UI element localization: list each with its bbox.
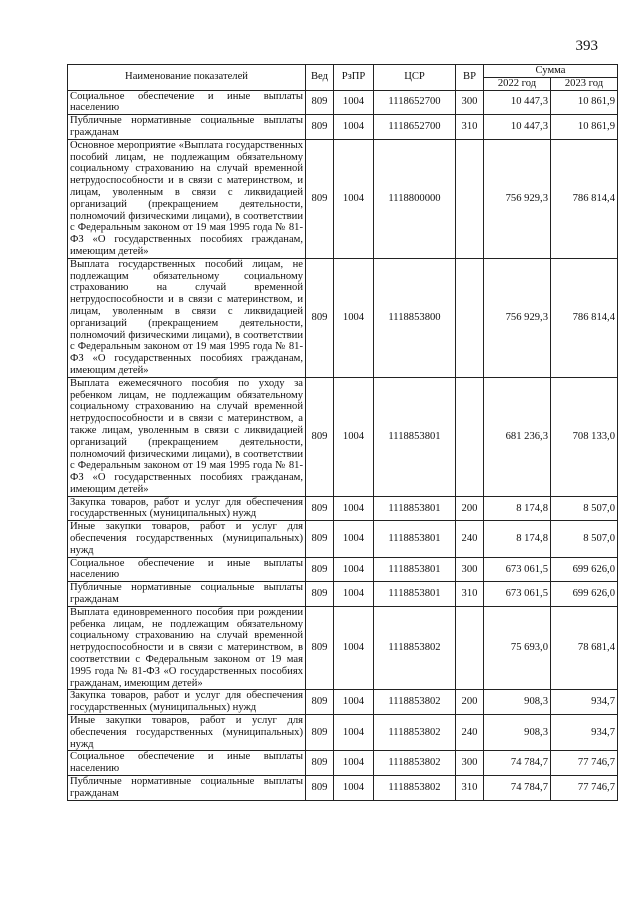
row-amount-2023: 10 861,9 — [551, 90, 618, 115]
table-row — [68, 715, 618, 751]
row-rzpr: 1004 — [334, 751, 374, 776]
row-vr: 310 — [456, 115, 484, 140]
row-ved: 809 — [306, 751, 334, 776]
row-ved: 809 — [306, 606, 334, 690]
table-row — [68, 139, 618, 258]
row-csr: 1118853801 — [374, 377, 456, 496]
row-name: Социальное обеспечение и иные выплаты населению — [68, 90, 306, 115]
header-ved: Вед — [306, 65, 334, 91]
row-rzpr: 1004 — [334, 521, 374, 557]
table-row — [68, 90, 618, 115]
row-ved: 809 — [306, 377, 334, 496]
row-ved: 809 — [306, 776, 334, 801]
table-row — [68, 606, 618, 690]
row-amount-2022: 908,3 — [484, 690, 551, 715]
row-rzpr: 1004 — [334, 776, 374, 801]
table-row — [68, 377, 618, 496]
table-row — [68, 258, 618, 377]
row-csr: 1118853802 — [374, 776, 456, 801]
row-name: Социальное обеспечение и иные выплаты населению — [68, 557, 306, 582]
row-vr: 300 — [456, 90, 484, 115]
row-amount-2022: 10 447,3 — [484, 90, 551, 115]
row-name: Публичные нормативные социальные выплаты гражданам — [68, 115, 306, 140]
row-csr: 1118652700 — [374, 115, 456, 140]
row-ved: 809 — [306, 139, 334, 258]
row-vr: 310 — [456, 776, 484, 801]
header-rzpr: РзПР — [334, 65, 374, 91]
row-rzpr: 1004 — [334, 557, 374, 582]
row-ved: 809 — [306, 90, 334, 115]
row-csr: 1118652700 — [374, 90, 456, 115]
row-rzpr: 1004 — [334, 377, 374, 496]
row-rzpr: 1004 — [334, 690, 374, 715]
row-rzpr: 1004 — [334, 115, 374, 140]
row-name: Основное мероприятие «Выплата государственных пособий лицам, не подлежащим обязательному социальному страхованию на случай временной нетрудоспособности и в связи с материнством, и лицам, уволенным в связи с ликвидацией организаций (прекращением деятельности, полномочий физическими лицами), в соответствии с Федеральным законом от 19 мая 1995 года № 81-ФЗ «О государственных пособиях гражданам, имеющим детей» — [68, 139, 306, 258]
header-vr: ВР — [456, 65, 484, 91]
row-name: Социальное обеспечение и иные выплаты населению — [68, 751, 306, 776]
row-amount-2022: 756 929,3 — [484, 139, 551, 258]
table-row — [68, 582, 618, 607]
row-ved: 809 — [306, 521, 334, 557]
row-amount-2023: 78 681,4 — [551, 606, 618, 690]
row-ved: 809 — [306, 557, 334, 582]
row-csr: 1118853801 — [374, 496, 456, 521]
row-amount-2022: 681 236,3 — [484, 377, 551, 496]
table-row — [68, 751, 618, 776]
row-amount-2022: 908,3 — [484, 715, 551, 751]
row-csr: 1118853801 — [374, 557, 456, 582]
row-ved: 809 — [306, 115, 334, 140]
row-name: Иные закупки товаров, работ и услуг для обеспечения государственных (муниципальных) нужд — [68, 715, 306, 751]
row-amount-2023: 699 626,0 — [551, 557, 618, 582]
row-name: Закупка товаров, работ и услуг для обеспечения государственных (муниципальных) нужд — [68, 496, 306, 521]
row-name: Выплата ежемесячного пособия по уходу за ребенком лицам, не подлежащим обязательному социальному страхованию на случай временной нетрудоспособности и в связи с материнством, а также лицам, уволенным в связи с ликвидацией организаций (прекращением деятельности, полномочий физическими лицами), в соответствии с Федеральным законом от 19 мая 1995 года № 81-ФЗ «О государственных пособиях гражданам, имеющим детей» — [68, 377, 306, 496]
row-name: Выплата единовременного пособия при рождении ребенка лицам, не подлежащим обязательному социальному страхованию на случай временной нетрудоспособности и в связи с материнством, в соответствии с Федеральным законом от 19 мая 1995 года № 81-ФЗ «О государственных пособиях гражданам, имеющим детей» — [68, 606, 306, 690]
row-vr — [456, 139, 484, 258]
row-csr: 1118853802 — [374, 715, 456, 751]
row-amount-2023: 77 746,7 — [551, 776, 618, 801]
row-ved: 809 — [306, 582, 334, 607]
row-amount-2023: 934,7 — [551, 715, 618, 751]
row-csr: 1118853802 — [374, 751, 456, 776]
row-vr: 200 — [456, 690, 484, 715]
row-csr: 1118853801 — [374, 521, 456, 557]
row-csr: 1118853802 — [374, 690, 456, 715]
table-row — [68, 557, 618, 582]
header-year-2022: 2022 год — [484, 77, 551, 90]
row-ved: 809 — [306, 258, 334, 377]
row-amount-2023: 8 507,0 — [551, 496, 618, 521]
page-number: 393 — [575, 38, 598, 54]
row-csr: 1118853801 — [374, 582, 456, 607]
table-row — [68, 115, 618, 140]
row-amount-2022: 74 784,7 — [484, 776, 551, 801]
row-amount-2023: 77 746,7 — [551, 751, 618, 776]
row-amount-2023: 10 861,9 — [551, 115, 618, 140]
table-row — [68, 521, 618, 557]
row-vr: 240 — [456, 521, 484, 557]
row-amount-2023: 699 626,0 — [551, 582, 618, 607]
row-vr: 300 — [456, 751, 484, 776]
row-name: Иные закупки товаров, работ и услуг для обеспечения государственных (муниципальных) нужд — [68, 521, 306, 557]
row-vr — [456, 606, 484, 690]
row-name: Закупка товаров, работ и услуг для обеспечения государственных (муниципальных) нужд — [68, 690, 306, 715]
row-rzpr: 1004 — [334, 606, 374, 690]
header-csr: ЦСР — [374, 65, 456, 91]
row-name: Выплата государственных пособий лицам, не подлежащим обязательному социальному страхованию на случай временной нетрудоспособности и в связи с материнством, и лицам, уволенным в связи с ликвидацией организаций (прекращением деятельности, полномочий физическими лицами), в соответствии с Федеральным законом от 19 мая 1995 года № 81-ФЗ «О государственных пособиях гражданам, имеющим детей» — [68, 258, 306, 377]
table-body — [68, 90, 618, 800]
row-rzpr: 1004 — [334, 90, 374, 115]
table-row — [68, 496, 618, 521]
row-name: Публичные нормативные социальные выплаты гражданам — [68, 776, 306, 801]
row-vr — [456, 258, 484, 377]
row-vr: 300 — [456, 557, 484, 582]
row-amount-2022: 74 784,7 — [484, 751, 551, 776]
row-rzpr: 1004 — [334, 139, 374, 258]
row-rzpr: 1004 — [334, 582, 374, 607]
row-amount-2022: 75 693,0 — [484, 606, 551, 690]
row-amount-2022: 10 447,3 — [484, 115, 551, 140]
row-amount-2023: 786 814,4 — [551, 258, 618, 377]
row-rzpr: 1004 — [334, 258, 374, 377]
row-vr: 310 — [456, 582, 484, 607]
row-rzpr: 1004 — [334, 496, 374, 521]
row-vr: 240 — [456, 715, 484, 751]
row-amount-2022: 8 174,8 — [484, 496, 551, 521]
row-amount-2023: 786 814,4 — [551, 139, 618, 258]
row-name: Публичные нормативные социальные выплаты гражданам — [68, 582, 306, 607]
row-amount-2022: 756 929,3 — [484, 258, 551, 377]
row-ved: 809 — [306, 496, 334, 521]
row-csr: 1118853802 — [374, 606, 456, 690]
row-amount-2023: 934,7 — [551, 690, 618, 715]
row-amount-2023: 708 133,0 — [551, 377, 618, 496]
row-amount-2022: 673 061,5 — [484, 582, 551, 607]
row-ved: 809 — [306, 715, 334, 751]
header-name: Наименование показателей — [68, 65, 306, 91]
row-ved: 809 — [306, 690, 334, 715]
table-row — [68, 776, 618, 801]
header-sum: Сумма — [484, 65, 618, 78]
row-rzpr: 1004 — [334, 715, 374, 751]
header-year-2023: 2023 год — [551, 77, 618, 90]
row-amount-2023: 8 507,0 — [551, 521, 618, 557]
row-vr — [456, 377, 484, 496]
table-row — [68, 690, 618, 715]
row-amount-2022: 673 061,5 — [484, 557, 551, 582]
row-csr: 1118853800 — [374, 258, 456, 377]
budget-table — [67, 64, 618, 801]
row-vr: 200 — [456, 496, 484, 521]
row-csr: 1118800000 — [374, 139, 456, 258]
row-amount-2022: 8 174,8 — [484, 521, 551, 557]
